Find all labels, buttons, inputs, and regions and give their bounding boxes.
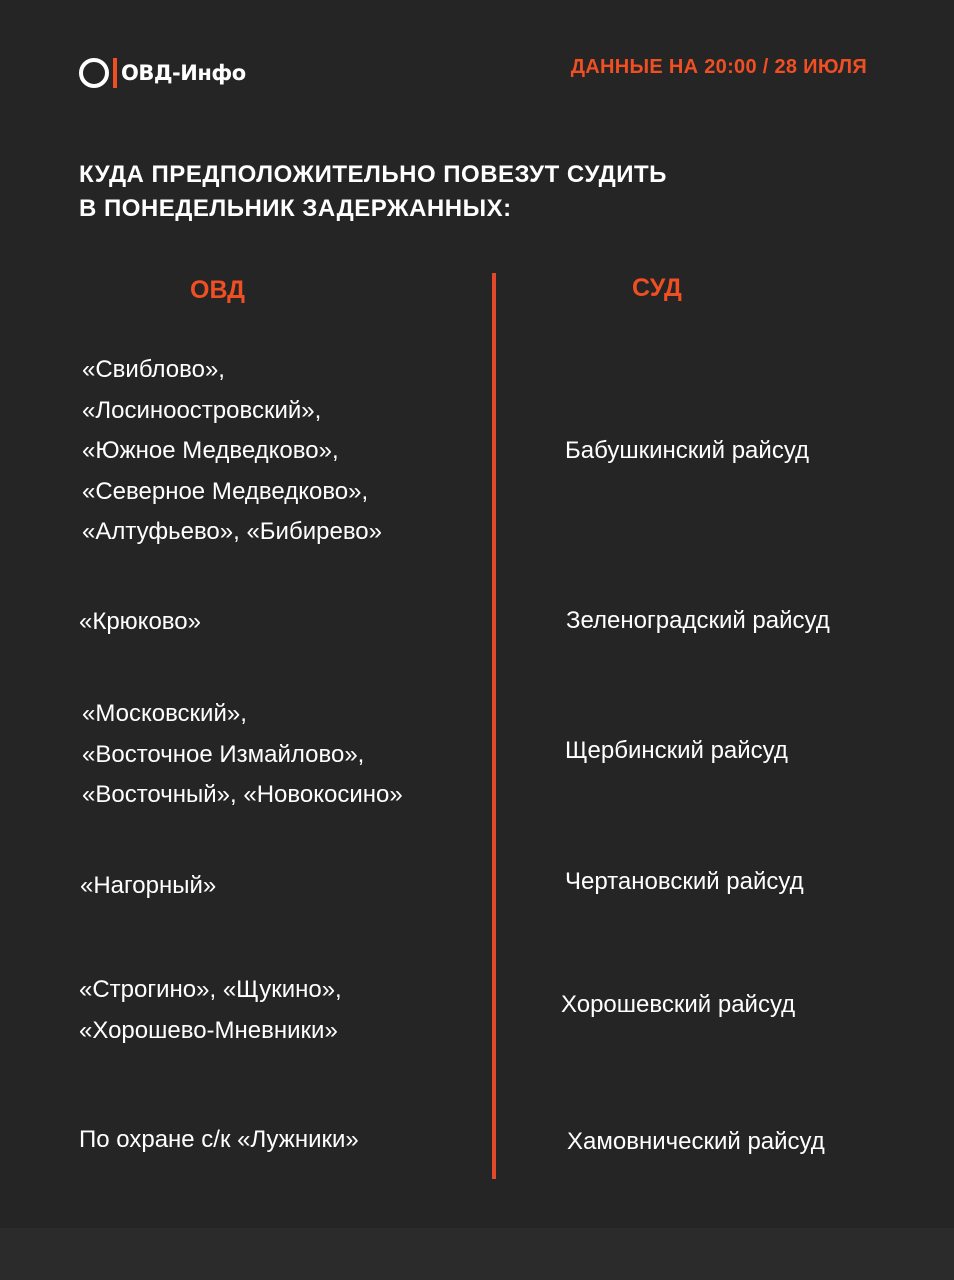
logo-ring-icon xyxy=(79,58,109,88)
ovd-list-5 xyxy=(79,970,342,1051)
date-label: ДАННЫЕ НА 20:00 / 28 ИЮЛЯ xyxy=(570,56,867,78)
court-2: Зеленоградский райсуд xyxy=(566,607,830,634)
ovd-item: «Нагорный» xyxy=(80,872,217,899)
court-5: Хорошевский райсуд xyxy=(561,991,796,1018)
title-line-1: КУДА ПРЕДПОЛОЖИТЕЛЬНО ПОВЕЗУТ СУДИТЬ xyxy=(79,161,667,188)
title-line-2: В ПОНЕДЕЛЬНИК ЗАДЕРЖАННЫХ: xyxy=(79,195,512,222)
ovd-item: «Строгино», «Щукино», xyxy=(79,976,342,1003)
ovd-item: «Крюково» xyxy=(79,608,201,635)
ovd-list-4 xyxy=(80,866,216,907)
page-title xyxy=(79,158,799,226)
ovd-item: «Московский», xyxy=(82,700,247,727)
column-divider xyxy=(492,273,496,1179)
court-4: Чертановский райсуд xyxy=(565,868,804,895)
ovd-item: «Восточный», «Новокосино» xyxy=(82,781,403,808)
ovd-item: «Лосиноостровский», xyxy=(82,396,322,424)
ovd-item: По охране с/к «Лужники» xyxy=(79,1126,359,1153)
ovd-item: «Свиблово», xyxy=(82,356,225,383)
logo-text: ОВД-Инфо xyxy=(121,61,246,85)
ovd-list-1 xyxy=(82,350,382,553)
column-header-ovd: ОВД xyxy=(190,276,245,304)
ovd-item: «Северное Медведково», xyxy=(82,477,369,505)
ovd-list-2 xyxy=(79,602,201,643)
logo xyxy=(79,57,246,89)
ovd-item: «Хорошево-Мневники» xyxy=(79,1016,338,1044)
ovd-item: «Южное Медведково», xyxy=(82,437,339,464)
court-6: Хамовнический райсуд xyxy=(567,1128,825,1155)
ovd-list-6 xyxy=(79,1120,359,1161)
court-3: Щербинский райсуд xyxy=(565,737,788,764)
court-1: Бабушкинский райсуд xyxy=(565,437,810,464)
ovd-list-3 xyxy=(82,694,403,816)
ovd-item: «Алтуфьево», «Бибирево» xyxy=(82,518,382,545)
column-header-court: СУД xyxy=(632,274,682,302)
ovd-item: «Восточное Измайлово», xyxy=(82,740,365,768)
logo-bar-icon xyxy=(113,58,117,88)
